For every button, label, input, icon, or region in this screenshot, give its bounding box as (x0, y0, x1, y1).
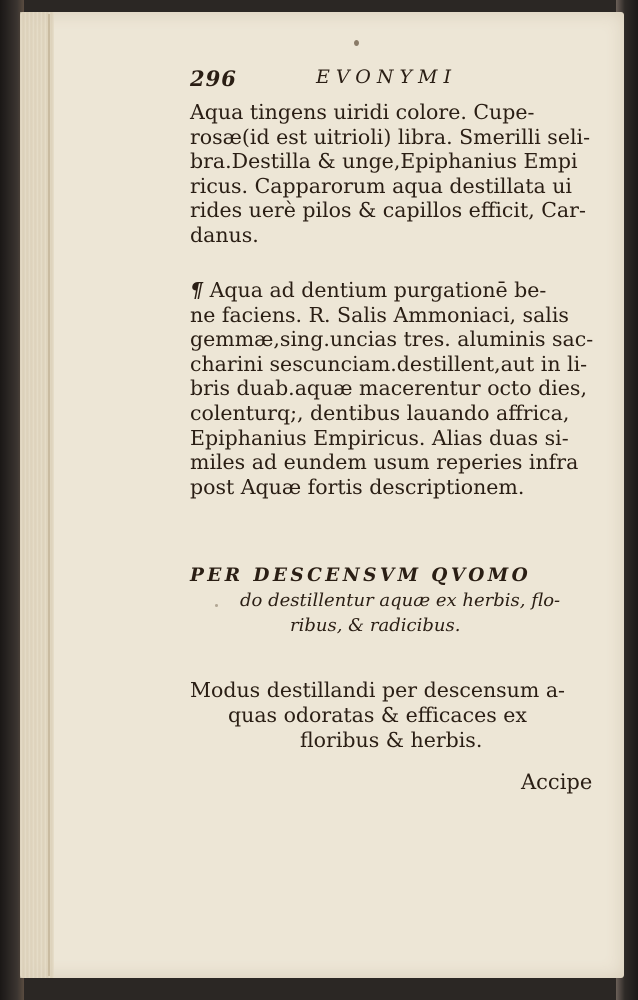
section-heading-line: PER DESCENSVM QVOMO (190, 565, 532, 586)
text-line-first (190, 278, 600, 303)
text-line: bra.Destilla & unge,Epiphanius Empi (190, 149, 578, 174)
text-line: danus. (190, 222, 259, 247)
text-line: miles ad eundem usum reperies infra (190, 450, 579, 475)
modus-subheading (190, 678, 600, 752)
modus-line: quas odoratas & efficaces ex (228, 702, 527, 727)
modus-line: Modus destillandi per descensum a- (190, 678, 565, 702)
text-line: post Aquæ fortis descriptionem. (190, 474, 525, 499)
paragraph-2 (190, 278, 600, 499)
text-line: ne faciens. R. Salis Ammoniaci, salis (190, 302, 569, 327)
page-number: 296 (190, 66, 237, 91)
text-line-first-content: Aqua ad dentium purgationē be- (209, 278, 547, 302)
text-line: ricus. Capparorum aqua destillata ui (190, 173, 572, 198)
spine-crease (48, 14, 50, 976)
text-line: Aqua tingens uiridi colore. Cupe- (190, 100, 535, 124)
ink-speck (354, 40, 359, 46)
text-line: colenturq;, dentibus lauando affrica, (190, 400, 570, 425)
text-line: charini sescunciam.destillent,aut in li- (190, 351, 588, 376)
modus-line: floribus & herbis. (300, 727, 483, 752)
text-line: bris duab.aquæ macerentur octo dies, (190, 376, 587, 401)
text-line: gemmæ,sing.uncias tres. aluminis sac- (190, 327, 594, 352)
text-line: Epiphanius Empiricus. Alias duas si- (190, 425, 569, 450)
section-heading (190, 563, 600, 638)
paragraph-1 (190, 100, 600, 248)
text-line: rides uerè pilos & capillos efficit, Car- (190, 198, 586, 223)
section-heading-line: ribus, & radicibus. (290, 615, 461, 636)
catchword: Accipe (521, 770, 593, 794)
running-head (190, 66, 570, 96)
pilcrow-icon: ¶ (190, 278, 204, 302)
running-head-title: EVONYMI (316, 66, 457, 88)
section-heading-line: do destillentur aquæ ex herbis, flo- (240, 590, 561, 611)
text-line: rosæ(id est uitrioli) libra. Smerilli seli- (190, 124, 590, 149)
